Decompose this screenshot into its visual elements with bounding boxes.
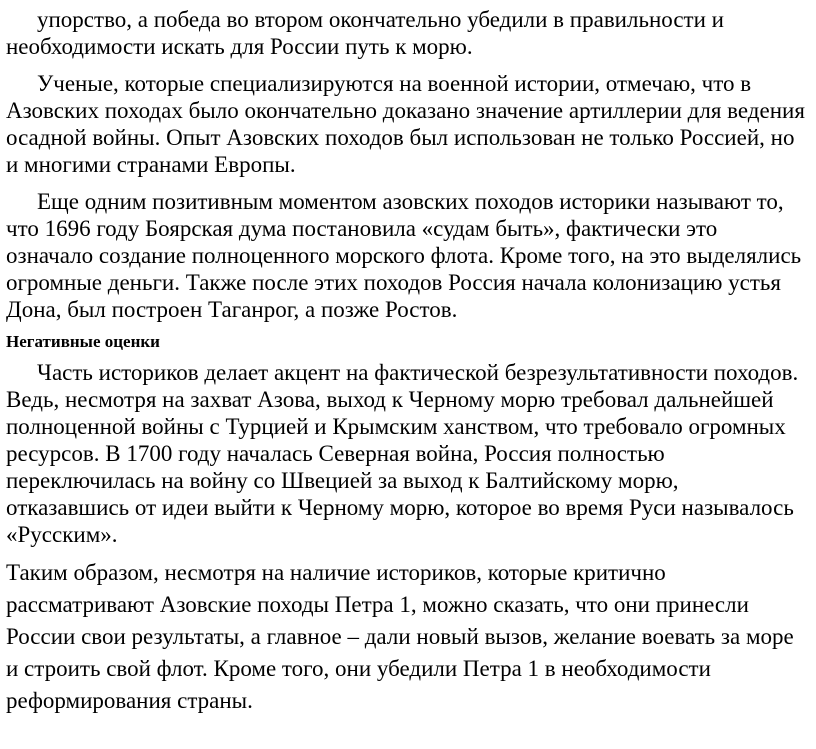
paragraph-continuation [6,6,806,60]
paragraph-artillery: Ученые, которые специализируются на военной истории, отмечаю, что в Азовских походах было окончательно доказано значение артиллерии для ведения осадной войны. Опыт Азовских походов был использован не только Россией, но и многими странами Европы. [6,71,805,177]
paragraph-fleet: Еще одним позитивным моментом азовских походов историки называют то, что 1696 году Боярская дума постановила «судам быть», фактически это означало создание полноценного морского флота. Кроме того, на это выделялись огромные деньги. Также после этих походов Россия начала колонизацию устья Дона, был построен Таганрог, а позже Ростов. [6,189,802,322]
paragraph-negative: Часть историков делает акцент на фактической безрезультативности походов. Ведь, несмотря на захват Азова, выход к Черному морю требовал дальнейшей полноценной войны с Турцией и Крымским ханством, что требовало огромных ресурсов. В 1700 году началась Северная война, Россия полностью переключилась на войну со Швецией за выход к Балтийскому морю, отказавшись от идеи выйти к Черному морю, которое во время Руси называлось «Русским». [6,360,799,547]
paragraph-conclusion: Таким образом, несмотря на наличие историков, которые критично рассматривают Азовские походы Петра 1, можно сказать, что они принесли России свои результаты, а главное – дали новый вызов, желание воевать за море и строить свой флот. Кроме того, они убедили Петра 1 в необходимости реформирования страны. [6,560,794,713]
section-heading-negative: Негативные оценки [6,332,160,351]
paragraph-continuation-text: упорство, а победа во втором окончательно убедили в правильности и необходимости искать для России путь к морю. [6,7,724,59]
